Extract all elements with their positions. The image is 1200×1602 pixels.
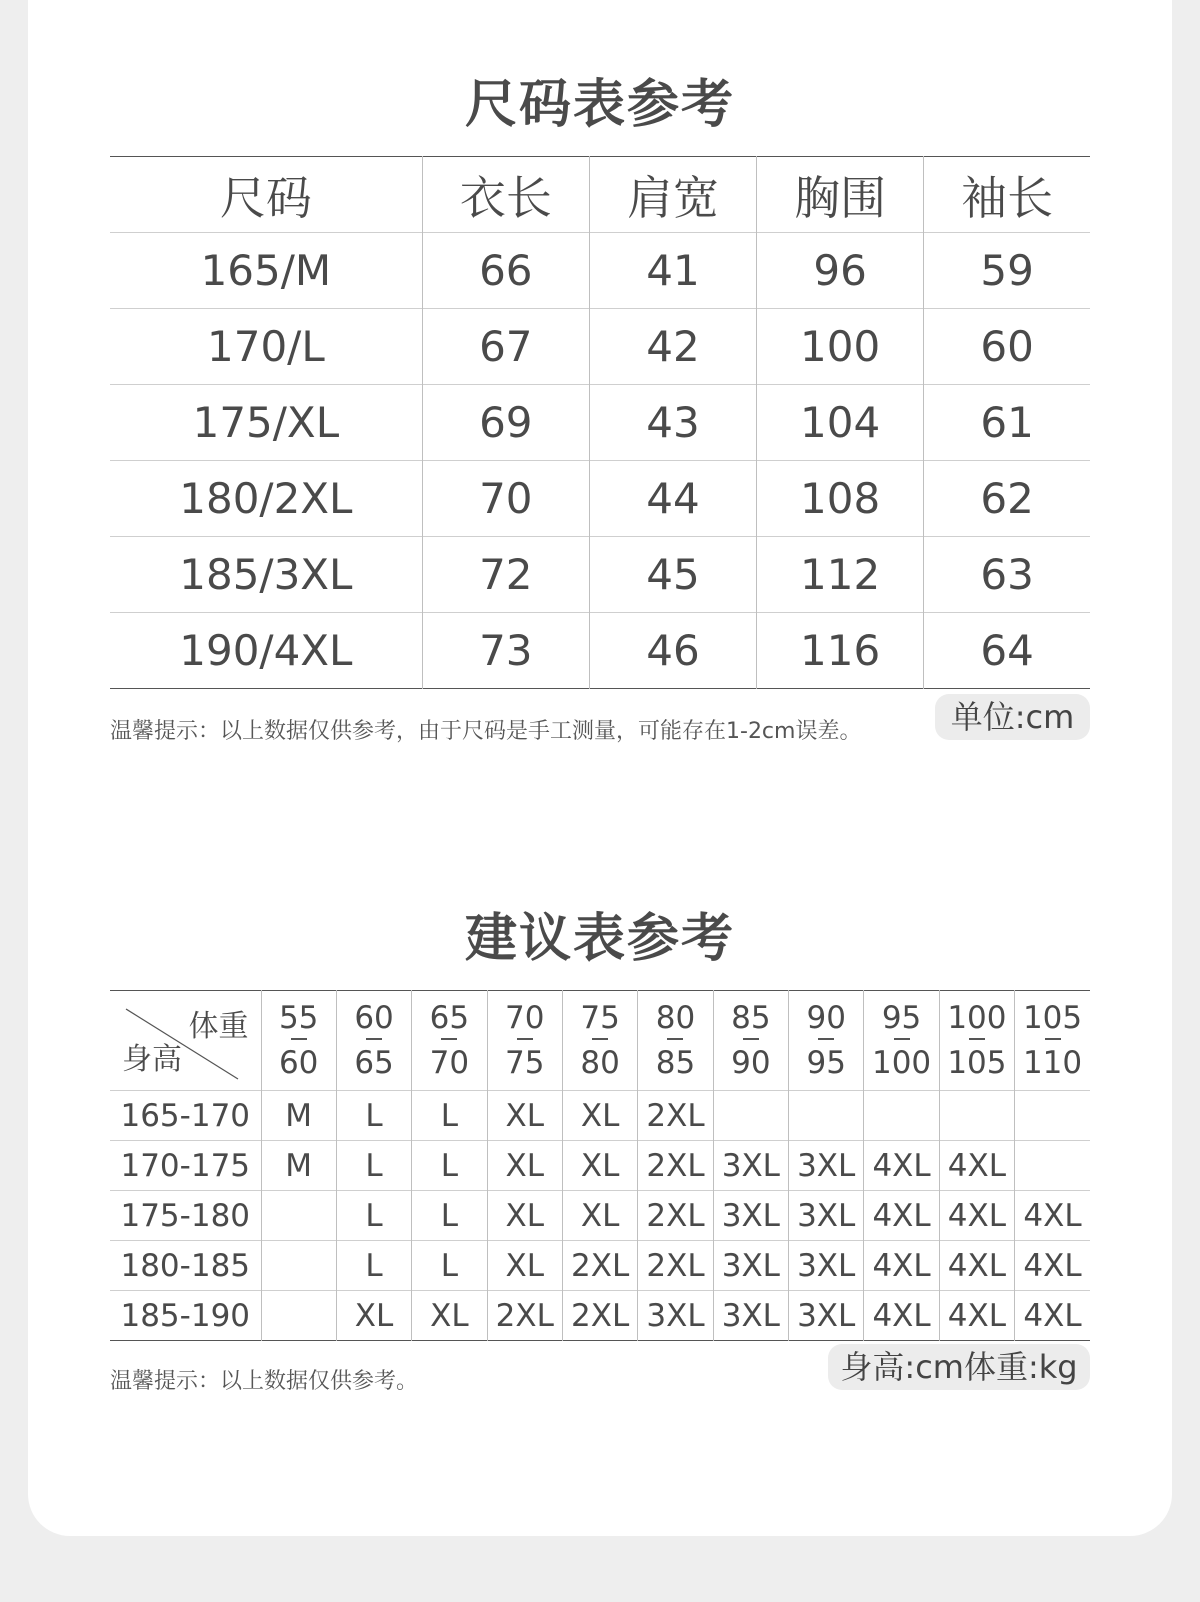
weight-range-dash	[667, 1038, 683, 1040]
recommended-size-cell: XL	[336, 1291, 411, 1341]
weight-range-dash	[743, 1038, 759, 1040]
height-range-cell: 165-170	[110, 1091, 261, 1141]
size-chart-cell: 180/2XL	[110, 461, 422, 537]
recommended-size-cell: L	[336, 1091, 411, 1141]
recommended-size-cell: 4XL	[939, 1241, 1014, 1291]
size-chart-cell: 66	[422, 233, 589, 309]
recommend-chart-row	[110, 1241, 1090, 1291]
weight-range	[337, 999, 411, 1081]
recommended-size-cell: 3XL	[713, 1141, 788, 1191]
recommended-size-cell: 2XL	[562, 1291, 637, 1341]
size-chart-header-cell: 胸围	[757, 157, 924, 233]
recommended-size-cell: 3XL	[713, 1191, 788, 1241]
recommended-size-cell: XL	[487, 1091, 562, 1141]
recommended-size-cell: 4XL	[939, 1191, 1014, 1241]
size-chart-cell: 62	[924, 461, 1090, 537]
recommend-chart-row	[110, 1191, 1090, 1241]
recommended-size-cell: M	[261, 1091, 336, 1141]
size-chart-row	[110, 537, 1090, 613]
weight-range-dash	[894, 1038, 910, 1040]
recommend-chart-title: 建议表参考	[464, 909, 735, 969]
corner-header	[110, 991, 261, 1090]
size-chart-cell: 73	[422, 613, 589, 689]
weight-range	[940, 999, 1014, 1081]
recommend-chart-row	[110, 1291, 1090, 1341]
recommended-size-cell: L	[412, 1241, 487, 1291]
recommend-chart-table	[110, 990, 1090, 1341]
recommended-size-cell: L	[336, 1241, 411, 1291]
weight-range-to: 70	[429, 1044, 470, 1081]
recommended-size-cell: 2XL	[638, 1241, 713, 1291]
size-chart-title: 尺码表参考	[464, 75, 735, 135]
weight-range	[714, 999, 788, 1081]
weight-range-from: 95	[881, 999, 922, 1036]
size-chart-row	[110, 233, 1090, 309]
weight-range-to: 65	[354, 1044, 394, 1081]
recommended-size-cell: L	[336, 1191, 411, 1241]
size-chart-cell: 43	[589, 385, 756, 461]
recommended-size-cell: 3XL	[789, 1241, 864, 1291]
weight-range-header	[939, 991, 1014, 1091]
weight-range-header	[487, 991, 562, 1091]
recommended-size-cell	[1015, 1091, 1090, 1141]
size-chart-cell: 67	[422, 309, 589, 385]
recommended-size-cell: 2XL	[638, 1141, 713, 1191]
weight-range-from: 70	[505, 999, 545, 1036]
recommended-size-cell: 4XL	[1015, 1291, 1090, 1341]
weight-range-dash	[1045, 1038, 1061, 1040]
corner-weight-label: 体重	[188, 1009, 249, 1044]
recommended-size-cell: 3XL	[638, 1291, 713, 1341]
recommended-size-cell: 4XL	[864, 1191, 939, 1241]
recommended-size-cell: XL	[487, 1141, 562, 1191]
size-chart-cell: 45	[589, 537, 756, 613]
recommended-size-cell	[261, 1241, 336, 1291]
recommended-size-cell: XL	[562, 1141, 637, 1191]
recommended-size-cell: L	[412, 1141, 487, 1191]
recommended-size-cell: 3XL	[789, 1291, 864, 1341]
weight-range-to: 100	[871, 1044, 932, 1081]
weight-range-to: 110	[1022, 1044, 1083, 1081]
recommended-size-cell: 2XL	[638, 1191, 713, 1241]
recommended-size-cell	[939, 1091, 1014, 1141]
weight-range-header	[1015, 991, 1090, 1091]
recommended-size-cell: 3XL	[713, 1241, 788, 1291]
size-chart-cell: 96	[757, 233, 924, 309]
recommend-chart-header-row	[110, 991, 1090, 1091]
weight-range	[412, 999, 486, 1081]
size-chart-cell: 108	[757, 461, 924, 537]
weight-range-to: 60	[278, 1044, 319, 1081]
recommended-size-cell	[864, 1091, 939, 1141]
recommended-size-cell: XL	[487, 1241, 562, 1291]
weight-range-from: 65	[429, 999, 470, 1036]
weight-range-dash	[291, 1038, 307, 1040]
recommended-size-cell: XL	[562, 1091, 637, 1141]
size-chart-cell: 61	[924, 385, 1090, 461]
recommended-size-cell: 2XL	[487, 1291, 562, 1341]
size-chart-cell: 59	[924, 233, 1090, 309]
size-chart-unit-badge: 单位:cm	[935, 694, 1090, 740]
size-chart-cell: 112	[757, 537, 924, 613]
recommended-size-cell: XL	[487, 1191, 562, 1241]
size-chart-header-cell: 肩宽	[589, 157, 756, 233]
size-chart-row	[110, 309, 1090, 385]
recommended-size-cell: 2XL	[638, 1091, 713, 1141]
height-range-cell: 180-185	[110, 1241, 261, 1291]
weight-range-to: 75	[505, 1044, 545, 1081]
weight-range-header	[412, 991, 487, 1091]
weight-range-from: 55	[278, 999, 319, 1036]
weight-range-to: 90	[731, 1044, 771, 1081]
weight-range-from: 80	[655, 999, 696, 1036]
recommended-size-cell	[789, 1091, 864, 1141]
recommended-size-cell	[261, 1191, 336, 1241]
recommended-size-cell: L	[412, 1091, 487, 1141]
height-range-cell: 170-175	[110, 1141, 261, 1191]
size-chart-cell: 64	[924, 613, 1090, 689]
size-chart-cell: 100	[757, 309, 924, 385]
weight-range	[638, 999, 712, 1081]
recommended-size-cell	[261, 1291, 336, 1341]
recommend-chart-corner-cell	[110, 991, 261, 1091]
size-chart-row	[110, 613, 1090, 689]
weight-range-from: 90	[806, 999, 846, 1036]
size-chart-row	[110, 385, 1090, 461]
size-chart-table	[110, 156, 1090, 689]
size-chart-cell: 116	[757, 613, 924, 689]
size-chart-cell: 170/L	[110, 309, 422, 385]
recommended-size-cell: 2XL	[562, 1241, 637, 1291]
weight-range-dash	[441, 1038, 457, 1040]
weight-range	[563, 999, 637, 1081]
weight-range-to: 105	[947, 1044, 1007, 1081]
weight-range-dash	[366, 1038, 382, 1040]
size-chart-cell: 46	[589, 613, 756, 689]
size-chart-cell: 190/4XL	[110, 613, 422, 689]
weight-range-from: 60	[354, 999, 394, 1036]
recommended-size-cell: L	[336, 1141, 411, 1191]
recommend-chart-row	[110, 1091, 1090, 1141]
size-chart-header-row	[110, 157, 1090, 233]
height-range-cell: 175-180	[110, 1191, 261, 1241]
recommended-size-cell: 4XL	[1015, 1241, 1090, 1291]
weight-range-header	[336, 991, 411, 1091]
size-chart-header-cell: 尺码	[219, 170, 312, 225]
weight-range-dash	[592, 1038, 608, 1040]
recommended-size-cell: 3XL	[789, 1141, 864, 1191]
recommended-size-cell: 3XL	[789, 1191, 864, 1241]
weight-range-header	[789, 991, 864, 1091]
height-range-cell: 185-190	[110, 1291, 261, 1341]
weight-range	[789, 999, 863, 1081]
recommended-size-cell: M	[261, 1141, 336, 1191]
size-chart-cell: 104	[757, 385, 924, 461]
weight-range-dash	[818, 1038, 834, 1040]
weight-range-to: 80	[580, 1044, 620, 1081]
recommended-size-cell: L	[412, 1191, 487, 1241]
size-chart-header-cell: 袖长	[924, 157, 1090, 233]
weight-range-to: 85	[655, 1044, 696, 1081]
recommended-size-cell: 4XL	[864, 1141, 939, 1191]
recommend-chart-row	[110, 1141, 1090, 1191]
weight-range-from: 105	[1022, 999, 1083, 1036]
recommended-size-cell: 4XL	[1015, 1191, 1090, 1241]
weight-range-from: 100	[947, 999, 1007, 1036]
size-chart-cell: 42	[589, 309, 756, 385]
weight-range	[488, 999, 562, 1081]
weight-range-from: 85	[731, 999, 771, 1036]
size-chart-row	[110, 461, 1090, 537]
recommended-size-cell: 4XL	[864, 1241, 939, 1291]
recommended-size-cell: 3XL	[713, 1291, 788, 1341]
weight-range-to: 95	[806, 1044, 846, 1081]
size-chart-cell: 41	[589, 233, 756, 309]
recommended-size-cell: XL	[562, 1191, 637, 1241]
recommended-size-cell	[1015, 1141, 1090, 1191]
size-chart-cell: 185/3XL	[110, 537, 422, 613]
weight-range-header	[864, 991, 939, 1091]
weight-range	[262, 999, 336, 1081]
weight-range-dash	[517, 1038, 533, 1040]
size-chart-cell: 60	[924, 309, 1090, 385]
recommended-size-cell: XL	[412, 1291, 487, 1341]
size-chart-cell: 175/XL	[110, 385, 422, 461]
corner-height-label: 身高	[122, 1042, 182, 1077]
recommend-chart-note: 温馨提示：以上数据仅供参考。	[110, 1369, 419, 1394]
size-chart-note: 温馨提示：以上数据仅供参考，由于尺码是手工测量，可能存在1-2cm误差。	[110, 719, 862, 744]
weight-range-header	[261, 991, 336, 1091]
recommended-size-cell: 4XL	[864, 1291, 939, 1341]
size-chart-cell: 72	[422, 537, 589, 613]
size-chart-header-cell: 衣长	[422, 157, 589, 233]
weight-range-dash	[969, 1038, 985, 1040]
weight-range-header	[638, 991, 713, 1091]
weight-range	[864, 999, 938, 1081]
recommended-size-cell	[713, 1091, 788, 1141]
weight-range	[1015, 999, 1090, 1081]
weight-range-header	[562, 991, 637, 1091]
recommended-size-cell: 4XL	[939, 1141, 1014, 1191]
size-chart-cell: 69	[422, 385, 589, 461]
size-chart-cell: 70	[422, 461, 589, 537]
recommended-size-cell: 4XL	[939, 1291, 1014, 1341]
weight-range-header	[713, 991, 788, 1091]
size-chart-cell: 44	[589, 461, 756, 537]
recommend-chart-unit-badge: 身高:cm体重:kg	[828, 1344, 1090, 1390]
size-chart-cell: 165/M	[110, 233, 422, 309]
weight-range-from: 75	[580, 999, 620, 1036]
size-chart-cell: 63	[924, 537, 1090, 613]
